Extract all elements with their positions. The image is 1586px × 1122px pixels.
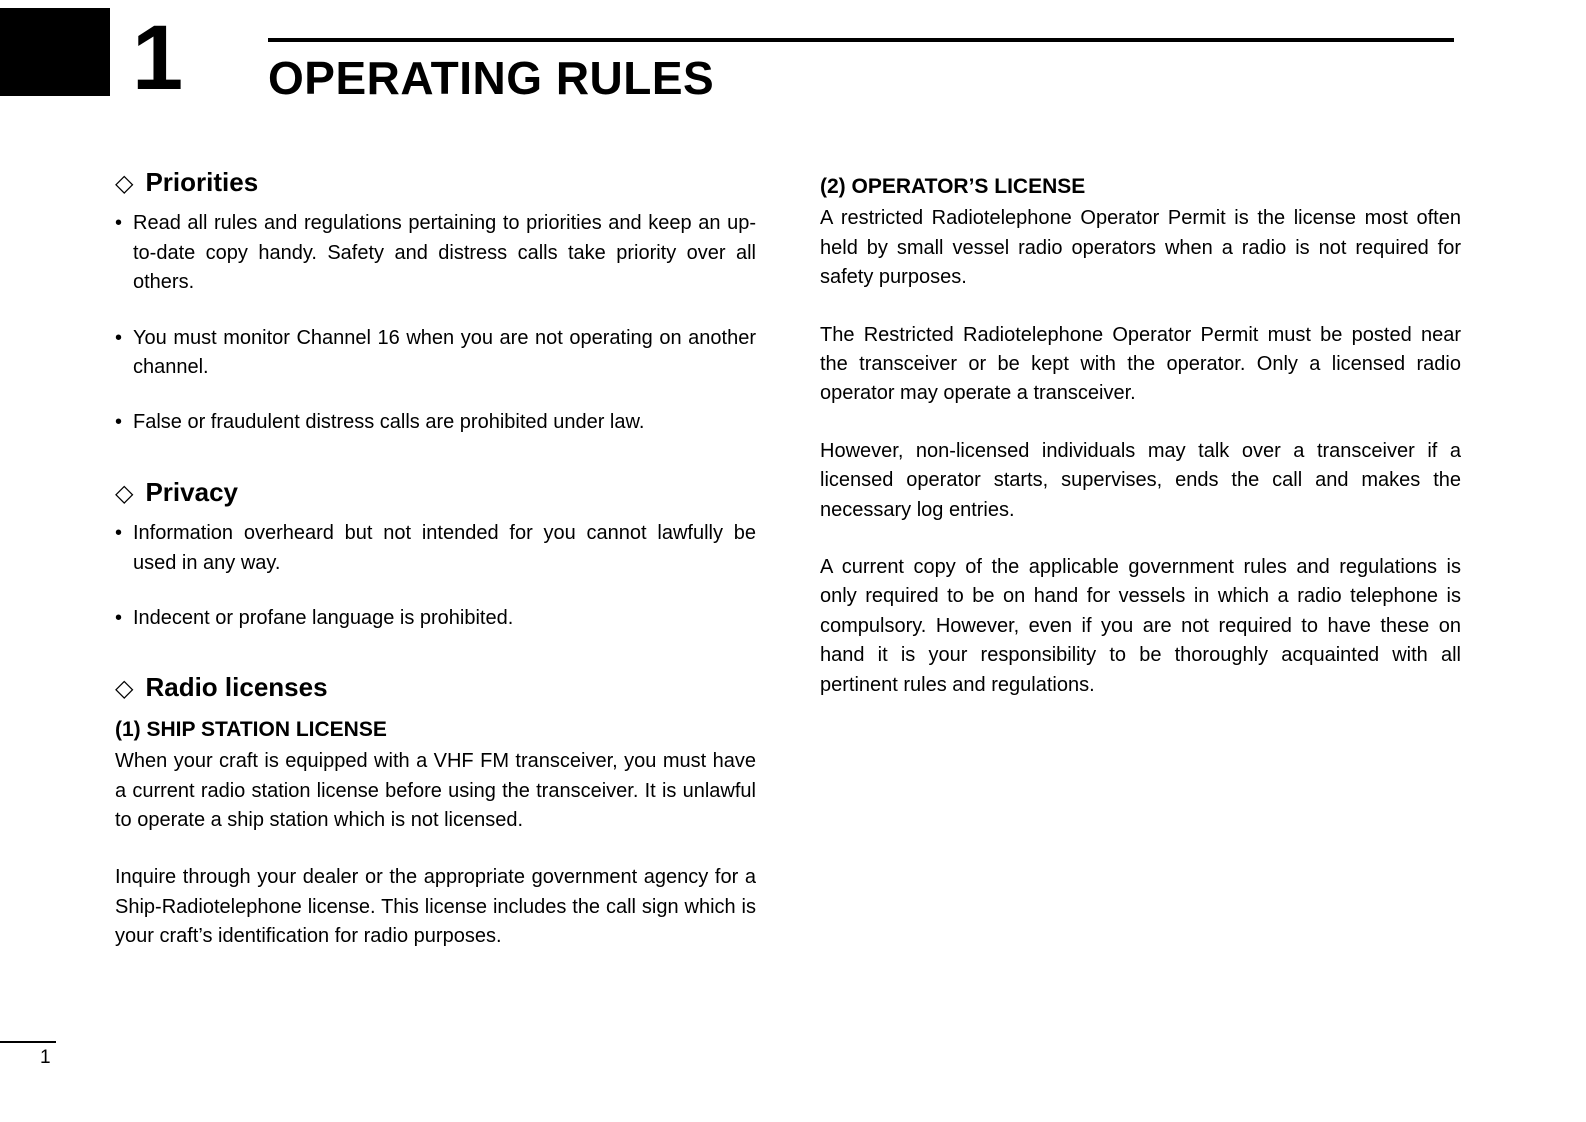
section-heading-label: Priorities (145, 167, 259, 197)
bullet-text: You must monitor Channel 16 when you are not operating on another channel. (133, 326, 756, 378)
subheading-operators-license: (2) OPERATOR’S LICENSE (820, 175, 1086, 198)
chapter-tab-bar (0, 8, 110, 96)
bullet-item (115, 209, 756, 297)
bullet-text: Indecent or profane language is prohibited. (133, 606, 514, 629)
section-heading-label: Privacy (145, 476, 238, 507)
right-column (820, 168, 1461, 979)
paragraph: However, non-licensed individuals may talk over a transceiver if a licensed operator starts, supervises, ends the call and makes the necessary log entries. (820, 439, 1461, 521)
bullet-icon: • (115, 411, 123, 434)
title-rule (268, 38, 1454, 42)
paragraph: When your craft is equipped with a VHF FM transceiver, you must have a current radio station license before using the transceiver. It is unlawful to operate a ship station which is not licensed. (115, 750, 756, 831)
bullet-text: False or fraudulent distress calls are prohibited under law. (133, 411, 645, 434)
paragraph: Inquire through your dealer or the appropriate government agency for a Ship-Radiotelephone license. This license includes the call sign which is your craft’s identification for radio purposes. (115, 866, 756, 948)
footer-rule (0, 1041, 56, 1043)
bullet-item (115, 408, 756, 437)
bullet-item (115, 604, 756, 633)
bullet-icon: • (115, 326, 123, 349)
chapter-title: OPERATING RULES (268, 52, 715, 104)
bullet-icon: • (115, 212, 123, 235)
chapter-title-block (268, 38, 1454, 102)
diamond-icon: ◇ (115, 170, 134, 197)
bullet-icon: • (115, 606, 123, 629)
bullet-text: Read all rules and regulations pertaining to priorities and keep an up-to-date copy handy. Safety and distress calls take priority over all others. (133, 212, 756, 294)
section-heading-radio-licenses (115, 673, 756, 702)
section-heading-privacy (115, 478, 756, 507)
diamond-icon: ◇ (115, 675, 134, 703)
bullet-icon: • (115, 522, 123, 545)
paragraph: A current copy of the applicable government rules and regulations is only required to be on hand for vessels in which a radio telephone is compulsory. However, even if you are not required to have these on hand it is your responsibility to be thoroughly acquainted with all pertinent rules and regulations. (820, 555, 1461, 696)
privacy-bullet-list (115, 519, 756, 633)
bullet-text: Information overheard but not intended for you cannot lawfully be used in any way. (133, 522, 756, 574)
subheading-ship-station-license: (1) SHIP STATION LICENSE (115, 717, 387, 741)
page-number: 1 (40, 1047, 51, 1068)
section-heading-priorities (115, 168, 756, 197)
paragraph: The Restricted Radiotelephone Operator Permit must be posted near the transceiver or be kept with the operator. Only a licensed radio operator may operate a transceiver. (820, 323, 1461, 405)
left-column (115, 168, 756, 979)
section-heading-label: Radio licenses (145, 672, 328, 703)
priorities-bullet-list (115, 209, 756, 437)
diamond-icon: ◇ (115, 479, 134, 507)
bullet-item (115, 519, 756, 578)
body-columns (115, 168, 1461, 979)
bullet-item (115, 324, 756, 383)
paragraph: A restricted Radiotelephone Operator Permit is the license most often held by small vessel radio operators when a radio is not required for safety purposes. (820, 207, 1461, 289)
chapter-number: 1 (132, 7, 185, 109)
